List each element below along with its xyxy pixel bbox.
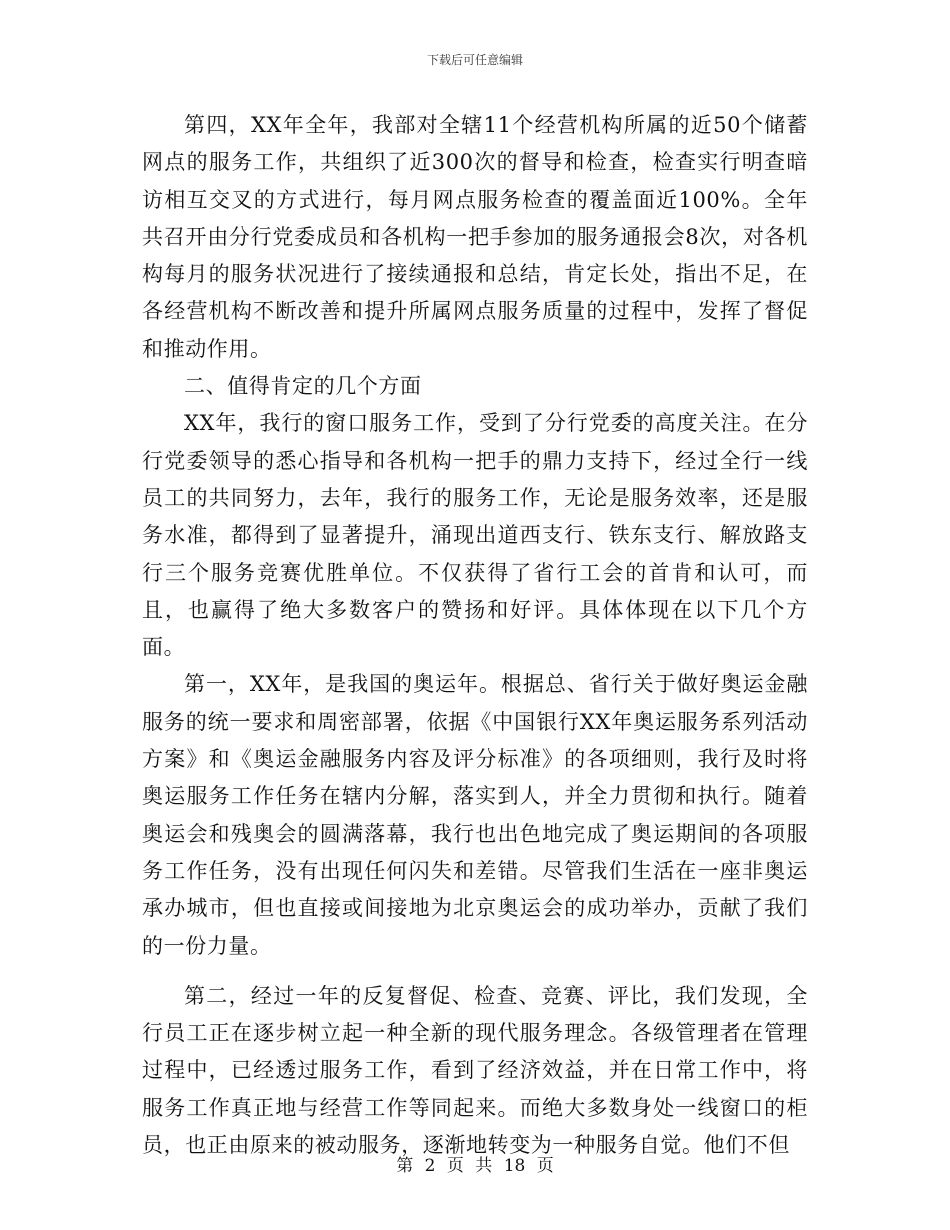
- paragraph-service-inspection: 第四，XX年全年，我部对全辖11个经营机构所属的近50个储蓄网点的服务工作，共组织了近300次的督导和检查，检查实行明查暗访相互交叉的方式进行，每月网点服务检查的覆盖面近100%。全年共召开由分行党委成员和各机构一把手参加的服务通报会8次，对各机构每月的服务状况进行了接续通报和总结，肯定长处，指出不足，在各经营机构不断改善和提升所属网点服务质量的过程中，发挥了督促和推动作用。: [142, 113, 808, 361]
- paragraph-window-service: XX年，我行的窗口服务工作，受到了分行党委的高度关注。在分行党委领导的悉心指导和各机构一把手的鼎力支持下，经过全行一线员工的共同努力，去年，我行的服务工作，无论是服务效率，还是服务水准，都得到了显著提升，涌现出道西支行、铁东支行、解放路支行三个服务竞赛优胜单位。不仅获得了省行工会的首肯和认可，而且，也赢得了绝大多数客户的赞扬和好评。具体体现在以下几个方面。: [142, 411, 808, 660]
- page-number: 第 2 页 共 18 页: [396, 1156, 554, 1176]
- paragraph-olympic-service: 第一，XX年，是我国的奥运年。根据总、省行关于做好奥运金融服务的统一要求和周密部署，依据《中国银行XX年奥运服务系列活动方案》和《奥运金融服务内容及评分标准》的各项细则，我行及时将奥运服务工作任务在辖内分解，落实到人，并全力贯彻和执行。随着奥运会和残奥会的圆满落幕，我行也出色地完成了奥运期间的各项服务工作任务，没有出现任何闪失和差错。尽管我们生活在一座非奥运承办城市，但也直接或间接地为北京奥运会的成功举办，贡献了我们的一份力量。: [142, 672, 808, 958]
- section-heading-positive-aspects: 二、值得肯定的几个方面: [184, 374, 422, 399]
- page-header: 下载后可任意编辑: [426, 53, 523, 67]
- paragraph-service-concept: 第二，经过一年的反复督促、检查、竞赛、评比，我们发现，全行员工正在逐步树立起一种全新的现代服务理念。各级管理者在管理过程中，已经透过服务工作，看到了经济效益，并在日常工作中，将服务工作真正地与经营工作等同起来。而绝大多数身处一线窗口的柜员，也正由原来的被动服务，逐渐地转变为一种服务自觉。他们不但: [142, 983, 808, 1158]
- document-body: [142, 107, 808, 1164]
